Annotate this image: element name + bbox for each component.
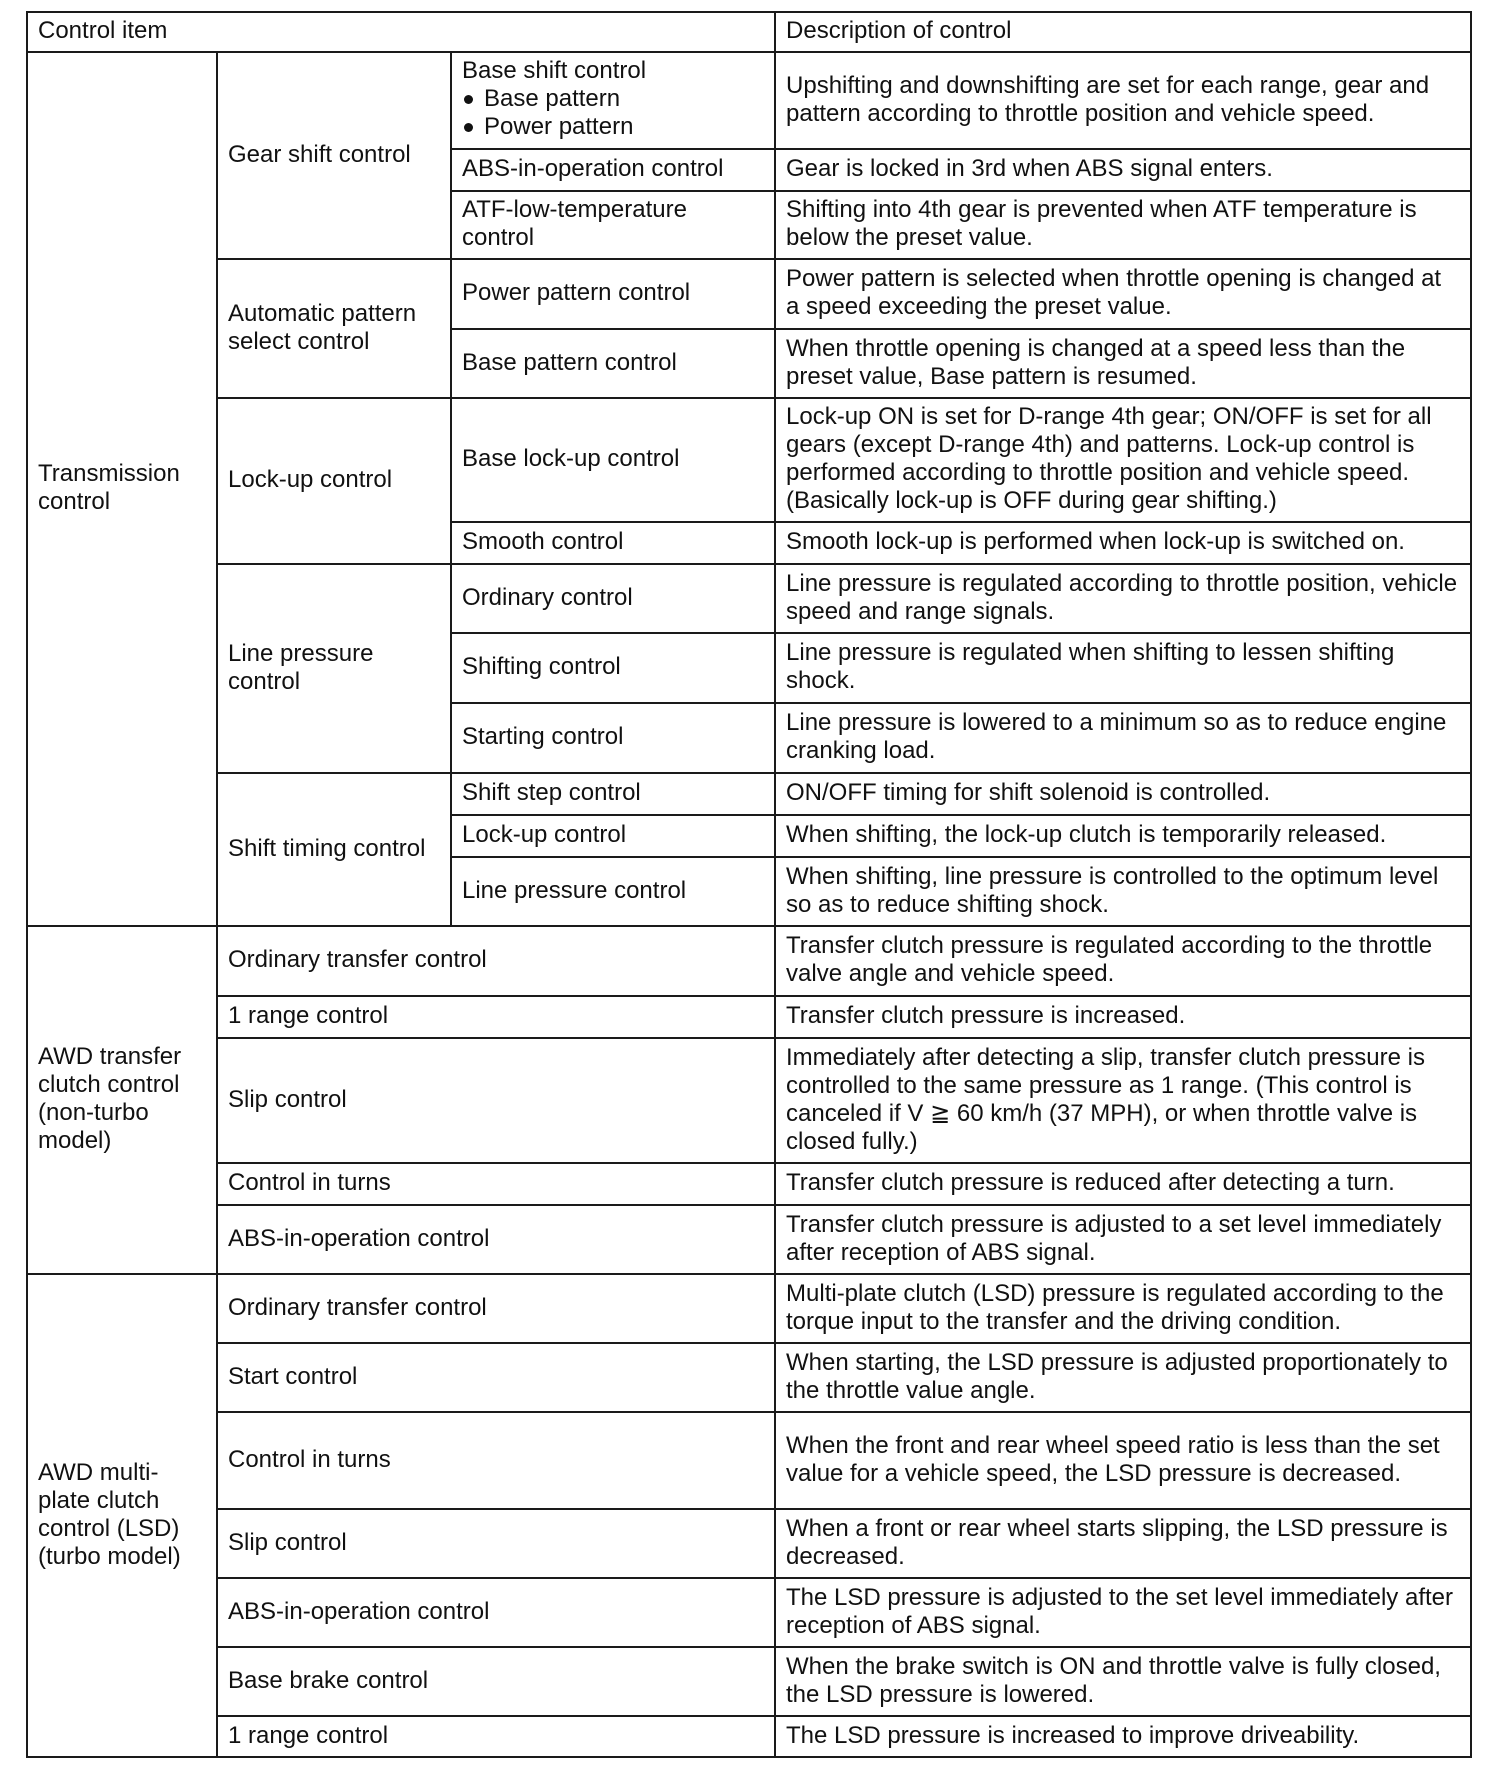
table-row (27, 1578, 1471, 1647)
description-cell: Transfer clutch pressure is increased. (775, 996, 1471, 1038)
table-row (27, 1274, 1471, 1343)
item-cell: Lock-up control (451, 815, 775, 857)
description-cell: Line pressure is regulated when shifting to lessen shifting shock. (775, 633, 1471, 703)
description-cell: Upshifting and downshifting are set for each range, gear and pattern according to throttle position and vehicle speed. (775, 52, 1471, 149)
item-cell: Slip control (217, 1509, 775, 1578)
table-row (27, 1163, 1471, 1205)
group-line-pressure: Line pressure control (217, 564, 451, 773)
description-cell: When a front or rear wheel starts slipping, the LSD pressure is decreased. (775, 1509, 1471, 1578)
table-row (27, 1716, 1471, 1757)
item-cell: Control in turns (217, 1412, 775, 1509)
description-cell: Transfer clutch pressure is regulated according to the throttle valve angle and vehicle speed. (775, 926, 1471, 996)
item-cell: Slip control (217, 1038, 775, 1163)
control-table (26, 11, 1472, 1758)
category-transmission: Transmission control (27, 52, 217, 926)
group-auto-pattern: Automatic pattern select control (217, 259, 451, 398)
item-cell: 1 range control (217, 1716, 775, 1757)
item-cell: Line pressure control (451, 857, 775, 926)
item-cell: Power pattern control (451, 259, 775, 329)
item-cell: ABS-in-operation control (217, 1205, 775, 1274)
description-cell: Line pressure is lowered to a minimum so as to reduce engine cranking load. (775, 703, 1471, 773)
item-cell: Base brake control (217, 1647, 775, 1716)
bullet-item: Base pattern (462, 85, 764, 113)
item-cell: Ordinary transfer control (217, 926, 775, 996)
item-cell: ATF-low-temperature control (451, 191, 775, 259)
item-cell: Control in turns (217, 1163, 775, 1205)
item-cell: Ordinary control (451, 564, 775, 633)
description-cell: Multi-plate clutch (LSD) pressure is regulated according to the torque input to the transfer and the driving condition. (775, 1274, 1471, 1343)
header-description: Description of control (775, 12, 1471, 52)
item-cell: Ordinary transfer control (217, 1274, 775, 1343)
table-row (27, 564, 1471, 633)
item-cell: Shifting control (451, 633, 775, 703)
item-cell: Base lock-up control (451, 398, 775, 522)
group-gear-shift: Gear shift control (217, 52, 451, 259)
description-cell: Power pattern is selected when throttle opening is changed at a speed exceeding the preset value. (775, 259, 1471, 329)
table-row (27, 1343, 1471, 1412)
description-cell: The LSD pressure is adjusted to the set level immediately after reception of ABS signal. (775, 1578, 1471, 1647)
table-row (27, 996, 1471, 1038)
description-cell: Line pressure is regulated according to throttle position, vehicle speed and range signals. (775, 564, 1471, 633)
header-row (27, 12, 1471, 52)
table-row (27, 1038, 1471, 1163)
description-cell: Shifting into 4th gear is prevented when ATF temperature is below the preset value. (775, 191, 1471, 259)
item-label: Base shift control (462, 57, 647, 84)
item-cell: ABS-in-operation control (217, 1578, 775, 1647)
description-cell: Immediately after detecting a slip, transfer clutch pressure is controlled to the same pressure as 1 range. (This control is canceled if V ≧ 60 km/h (37 MPH), or when throttle valve is closed fully.) (775, 1038, 1471, 1163)
table-row (27, 1412, 1471, 1509)
bullet-item: Power pattern (462, 113, 764, 141)
item-cell: Starting control (451, 703, 775, 773)
description-cell: ON/OFF timing for shift solenoid is controlled. (775, 773, 1471, 815)
table-row (27, 926, 1471, 996)
description-cell: When shifting, the lock-up clutch is temporarily released. (775, 815, 1471, 857)
item-cell: Start control (217, 1343, 775, 1412)
item-cell: 1 range control (217, 996, 775, 1038)
item-cell: Base pattern control (451, 329, 775, 398)
description-cell: When starting, the LSD pressure is adjusted proportionately to the throttle value angle. (775, 1343, 1471, 1412)
table-row (27, 52, 1471, 149)
description-cell: Lock-up ON is set for D-range 4th gear; ON/OFF is set for all gears (except D-range 4th) and patterns. Lock-up control is performed according to throttle position and vehicle speed. (Basically lock-up is OFF during gear shifting.) (775, 398, 1471, 522)
table-row (27, 259, 1471, 329)
item-cell: Shift step control (451, 773, 775, 815)
group-lockup: Lock-up control (217, 398, 451, 564)
item-cell: Smooth control (451, 522, 775, 564)
table-row (27, 1509, 1471, 1578)
description-cell: When the front and rear wheel speed ratio is less than the set value for a vehicle speed, the LSD pressure is decreased. (775, 1412, 1471, 1509)
item-base-shift (451, 52, 775, 149)
description-cell: When throttle opening is changed at a speed less than the preset value, Base pattern is resumed. (775, 329, 1471, 398)
description-cell: Transfer clutch pressure is reduced after detecting a turn. (775, 1163, 1471, 1205)
item-cell: ABS-in-operation control (451, 149, 775, 191)
table-row (27, 398, 1471, 522)
table-row (27, 1205, 1471, 1274)
description-cell: When the brake switch is ON and throttle valve is fully closed, the LSD pressure is lowered. (775, 1647, 1471, 1716)
category-awd-lsd: AWD multi-plate clutch control (LSD) (turbo model) (27, 1274, 217, 1757)
category-awd-transfer: AWD transfer clutch control (non-turbo model) (27, 926, 217, 1274)
table-row (27, 1647, 1471, 1716)
description-cell: Transfer clutch pressure is adjusted to a set level immediately after reception of ABS signal. (775, 1205, 1471, 1274)
description-cell: When shifting, line pressure is controlled to the optimum level so as to reduce shifting shock. (775, 857, 1471, 926)
header-control-item: Control item (27, 12, 775, 52)
description-cell: The LSD pressure is increased to improve driveability. (775, 1716, 1471, 1757)
table-row (27, 773, 1471, 815)
group-shift-timing: Shift timing control (217, 773, 451, 926)
description-cell: Gear is locked in 3rd when ABS signal enters. (775, 149, 1471, 191)
description-cell: Smooth lock-up is performed when lock-up is switched on. (775, 522, 1471, 564)
